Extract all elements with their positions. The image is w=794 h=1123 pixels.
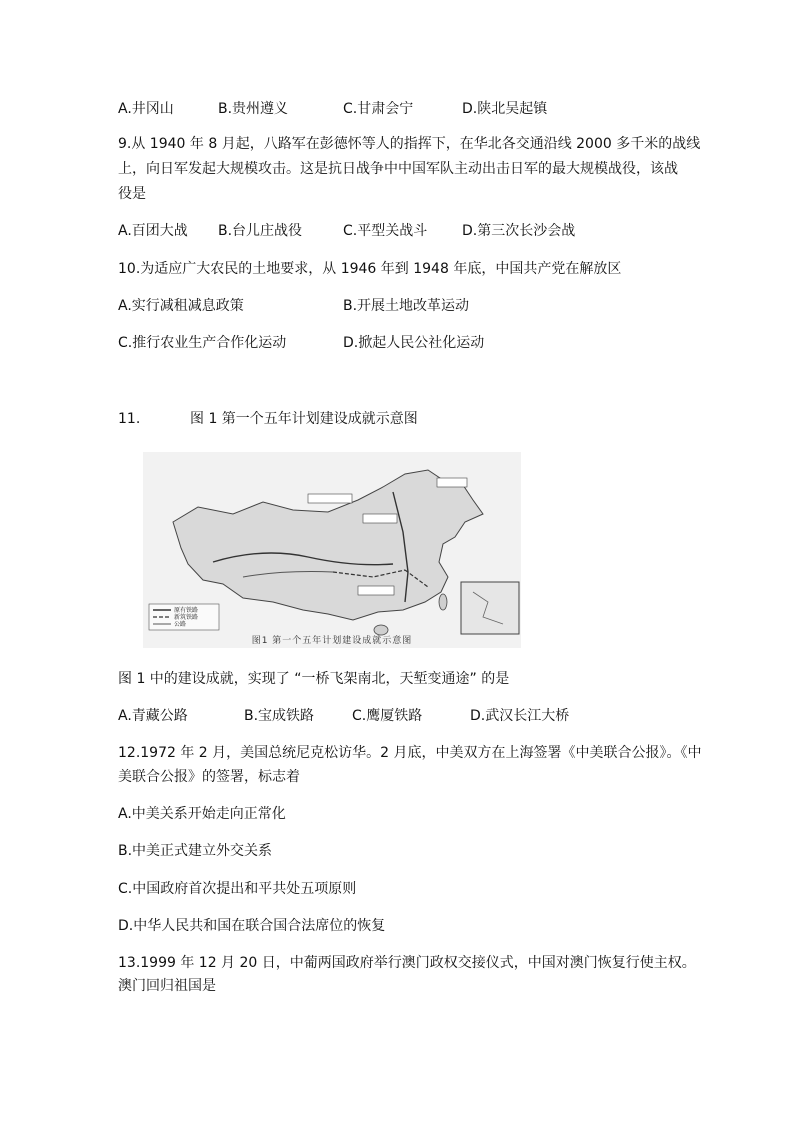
q9-option-c: C.平型关战斗: [343, 223, 428, 239]
legend-item: 原有铁路: [174, 607, 199, 614]
china-outline: [173, 470, 483, 620]
figure-caption: 图1 第一个五年计划建设成就示意图: [251, 636, 413, 646]
china-map-illustration: [143, 452, 521, 648]
q12-stem-line1: 12.1972 年 2 月，美国总统尼克松访华。2 月底，中美双方在上海签署《中美联合公报》。《中: [118, 745, 702, 761]
q9-stem-line1: 9.从 1940 年 8 月起，八路军在彭德怀等人的指挥下，在华北各交通沿线 2000 多千米的战线: [118, 136, 701, 152]
q10-option-c: C.推行农业生产合作化运动: [118, 335, 287, 351]
q10-option-a: A.实行减租减息政策: [118, 298, 244, 314]
q8-option-b: B.贵州遵义: [218, 101, 289, 117]
q11-option-c: C.鹰厦铁路: [352, 708, 423, 724]
legend-item: 公路: [174, 621, 187, 628]
q9-option-b: B.台儿庄战役: [218, 223, 303, 239]
q9-option-a: A.百团大战: [118, 223, 188, 239]
q9-stem-line2: 上，向日军发起大规模攻击。这是抗日战争中中国军队主动出击日军的最大规模战役，该战: [118, 161, 678, 177]
q12-option-d: D.中华人民共和国在联合国合法席位的恢复: [118, 918, 386, 934]
q12-stem-line2: 美联合公报》的签署，标志着: [118, 769, 300, 785]
q12-option-a: A.中美关系开始走向正常化: [118, 806, 286, 822]
legend-item: 新筑铁路: [174, 614, 199, 621]
q10-stem: 10.为适应广大农民的土地要求，从 1946 年到 1948 年底，中国共产党在解放区: [118, 261, 622, 277]
q11-option-b: B.宝成铁路: [244, 708, 315, 724]
q10-option-b: B.开展土地改革运动: [343, 298, 470, 314]
q9-option-d: D.第三次长沙会战: [462, 223, 576, 239]
q11-stem: 图 1 中的建设成就，实现了 “一桥飞架南北，天堑变通途” 的是: [118, 671, 510, 687]
q12-option-c: C.中国政府首次提出和平共处五项原则: [118, 881, 357, 897]
q11-number: 11.: [118, 411, 141, 427]
q9-stem-line3: 役是: [118, 186, 146, 202]
q13-stem-line2: 澳门回归祖国是: [118, 978, 216, 994]
q10-option-d: D.掀起人民公社化运动: [343, 335, 485, 351]
q11-option-d: D.武汉长江大桥: [470, 708, 570, 724]
q8-option-d: D.陕北吴起镇: [462, 101, 548, 117]
q13-stem-line1: 13.1999 年 12 月 20 日，中葡两国政府举行澳门政权交接仪式，中国对澳门恢复行使主权。: [118, 955, 696, 971]
q8-option-c: C.甘肃会宁: [343, 101, 414, 117]
q8-option-a: A.井冈山: [118, 101, 174, 117]
q12-option-b: B.中美正式建立外交关系: [118, 843, 273, 859]
q11-option-a: A.青藏公路: [118, 708, 188, 724]
q11-figure-title: 图 1 第一个五年计划建设成就示意图: [190, 411, 418, 427]
five-year-plan-map: [143, 452, 521, 648]
